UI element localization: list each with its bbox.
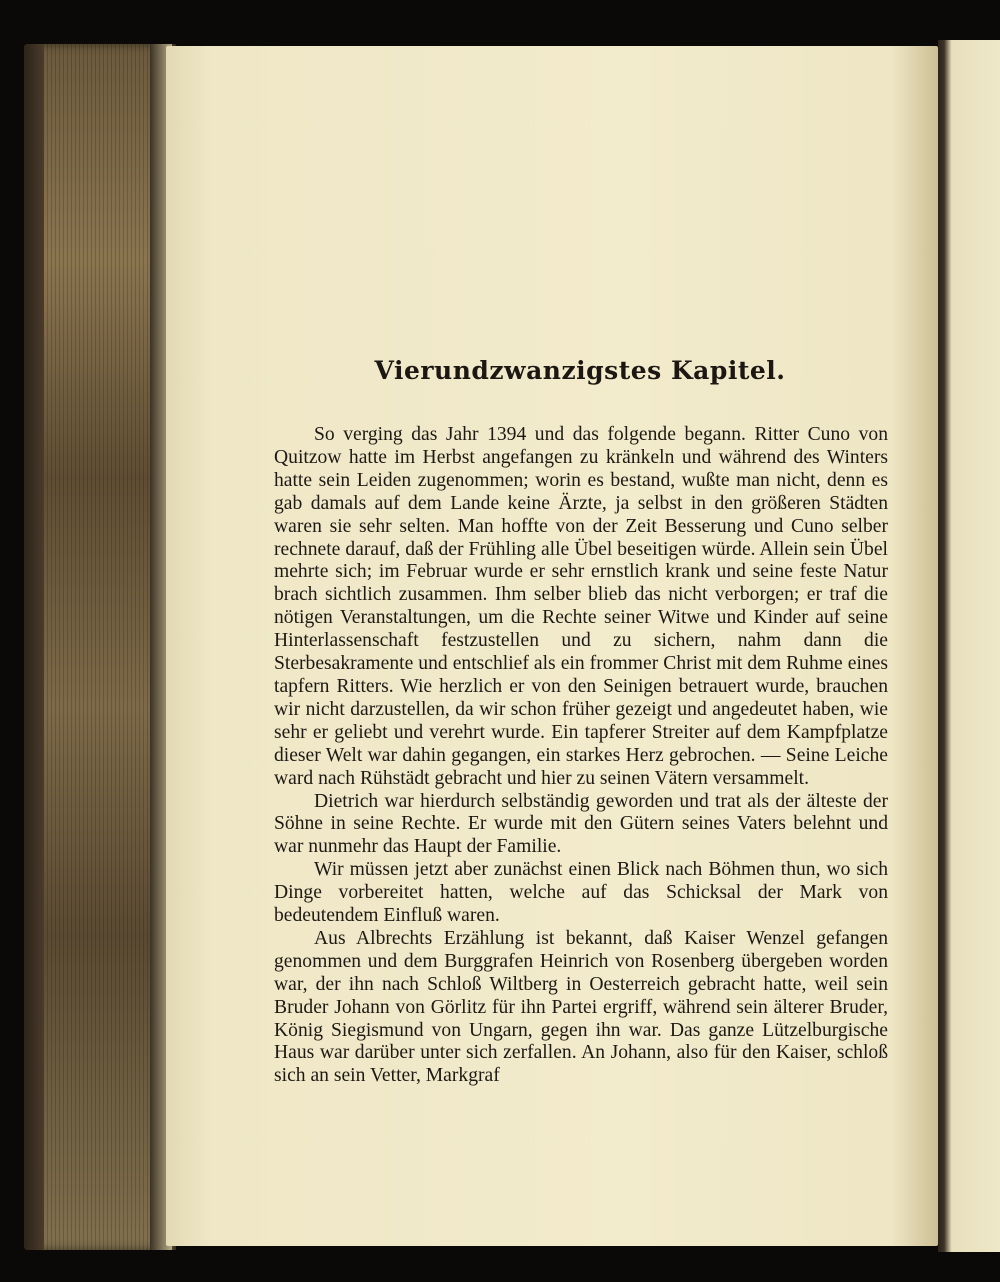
paragraph-2: Dietrich war hierdurch selbständig geworden und trat als der älteste der Söhne in seine Rechte. Er wurde mit den Gütern seines Vaters belehnt und war nunmehr das Haupt der Familie. — [274, 790, 888, 858]
chapter-body — [274, 424, 888, 1088]
facing-page-edge — [938, 40, 1000, 1252]
paragraph-3: Wir müssen jetzt aber zunächst einen Blick nach Böhmen thun, wo sich Dinge vorbereitet hatten, welche auf das Schicksal der Mark von bedeutendem Einfluß waren. — [274, 859, 888, 927]
page-smudge-mark — [858, 1218, 872, 1232]
book-cover-strip — [24, 44, 44, 1250]
paragraph-1: So verging das Jahr 1394 und das folgende begann. Ritter Cuno von Quitzow hatte im Herbst angefangen zu kränkeln und während des Winters hatte sein Leiden zugenommen; worin es bestand, wußte man nicht, denn es gab damals auf dem Lande keine Ärzte, ja selbst in den größeren Städten waren sie sehr selten. Man hoffte von der Zeit Besserung und Cuno selber rechnete darauf, daß der Frühling alle Übel beseitigen würde. Allein sein Übel mehrte sich; im Februar wurde er sehr ernstlich krank und seine feste Natur brach sichtlich zusammen. Ihm selber blieb das nicht verborgen; er traf die nötigen Veranstaltungen, um die Rechte seiner Witwe und Kinder auf seine Hinterlassenschaft festzustellen und zu sichern, nahm dann die Sterbesakramente und entschlief als ein frommer Christ mit dem Ruhme eines tapfern Ritters. Wie herzlich er von den Seinigen betrauert wurde, brauchen wir nicht darzustellen, da wir schon früher gezeigt und angedeutet haben, wie sehr er geliebt und verehrt wurde. Ein tapferer Streiter auf dem Kampfplatze dieser Welt war dahin gegangen, ein starkes Herz gebrochen. — Seine Leiche ward nach Rühstädt gebracht und hier zu seinen Vätern versammelt. — [274, 424, 888, 789]
paragraph-4: Aus Albrechts Erzählung ist bekannt, daß Kaiser Wenzel gefangen genommen und dem Burggrafen Heinrich von Rosenberg übergeben worden war, der ihn nach Schloß Wiltberg in Oesterreich gebracht hatte, weil sein Bruder Johann von Görlitz für ihn Partei ergriff, während sein älterer Bruder, König Siegismund von Ungarn, gegen ihn war. Das ganze Lützelburgische Haus war darüber unter sich zerfallen. An Johann, also für den Kaiser, schloß sich an sein Vetter, Markgraf — [274, 927, 888, 1087]
chapter-title: Vierundzwanzigstes Kapitel. — [374, 356, 786, 385]
